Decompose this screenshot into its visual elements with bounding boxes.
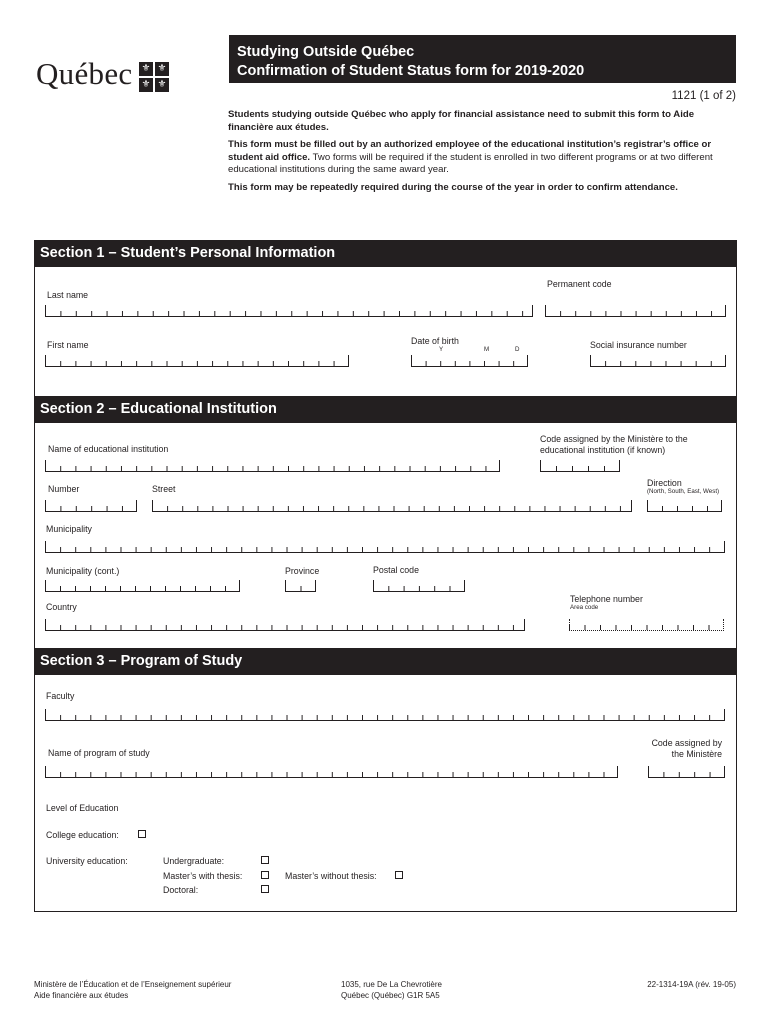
number-field[interactable] xyxy=(45,500,137,512)
postal-code-field[interactable] xyxy=(373,580,465,592)
intro-paragraph-3: This form may be repeatedly required during the course of the year in order to confirm attendance. xyxy=(228,181,678,193)
section-1-header: Section 1 – Student’s Personal Information xyxy=(34,240,737,267)
last-name-label: Last name xyxy=(47,290,89,300)
intro-text xyxy=(228,109,728,199)
masters-no-thesis-label: Master’s without thesis: xyxy=(285,871,377,881)
institution-name-label: Name of educational institution xyxy=(48,444,169,454)
faculty-field[interactable] xyxy=(45,709,725,721)
fleur-de-lis-flag-icon: ⚜ ⚜ ⚜ ⚜ xyxy=(139,60,171,92)
date-of-birth-label: Date of birth xyxy=(411,336,459,346)
street-label: Street xyxy=(152,484,176,494)
faculty-label: Faculty xyxy=(46,691,75,701)
municipality-cont-label: Municipality (cont.) xyxy=(46,566,120,576)
level-of-education-label: Level of Education xyxy=(46,803,119,813)
section-2-header: Section 2 – Educational Institution xyxy=(34,396,737,423)
first-name-field[interactable] xyxy=(45,355,349,367)
province-field[interactable] xyxy=(285,580,316,592)
dob-day-label: D xyxy=(515,346,520,353)
permanent-code-field[interactable] xyxy=(545,305,726,317)
form-title: Studying Outside Québec xyxy=(237,44,415,60)
doctoral-checkbox[interactable] xyxy=(261,885,269,893)
province-label: Province xyxy=(285,566,320,576)
first-name-label: First name xyxy=(47,340,89,350)
last-name-field[interactable] xyxy=(45,305,533,317)
program-code-field[interactable] xyxy=(648,766,725,778)
municipality-cont-field[interactable] xyxy=(45,580,240,592)
logo-wordmark: Québec xyxy=(36,56,133,91)
college-education-label: College education: xyxy=(46,830,119,840)
direction-label: Direction xyxy=(647,478,682,488)
telephone-label: Telephone number xyxy=(570,594,643,604)
masters-no-thesis-checkbox[interactable] xyxy=(395,871,403,879)
ministry-code-field[interactable] xyxy=(540,460,620,472)
doctoral-label: Doctoral: xyxy=(163,885,199,895)
program-name-label: Name of program of study xyxy=(48,748,150,758)
undergraduate-checkbox[interactable] xyxy=(261,856,269,864)
footer-ministry: Ministère de l’Éducation et de l’Enseignement supérieur Aide financière aux études xyxy=(34,980,232,1000)
masters-thesis-checkbox[interactable] xyxy=(261,871,269,879)
footer-address: 1035, rue De La Chevrotière Québec (Québec) G1R 5A5 xyxy=(341,980,442,1000)
dob-year-label: Y xyxy=(439,346,444,353)
direction-hint: (North, South, East, West) xyxy=(647,488,720,495)
intro-paragraph-2: This form must be filled out by an authorized employee of the educational institution’s registrar’s office or student aid office. Two forms will be required if the student is enrolled in two different programs or at two different educational institutions during the same award year. xyxy=(228,139,713,175)
telephone-field[interactable] xyxy=(569,619,724,631)
undergraduate-label: Undergraduate: xyxy=(163,856,225,866)
street-field[interactable] xyxy=(152,500,632,512)
form-subtitle: Confirmation of Student Status form for 2019-2020 xyxy=(237,63,585,79)
university-education-label: University education: xyxy=(46,856,128,866)
masters-thesis-label: Master’s with thesis: xyxy=(163,871,243,881)
date-of-birth-field[interactable] xyxy=(411,355,528,367)
quebec-logo xyxy=(36,56,171,92)
area-code-label: Area code xyxy=(570,604,599,611)
number-label: Number xyxy=(48,484,80,494)
section-3-header: Section 3 – Program of Study xyxy=(34,648,737,675)
program-code-label: Code assigned by the Ministère xyxy=(651,738,722,759)
ministry-code-label: Code assigned by the Ministère to the educational institution (if known) xyxy=(540,434,688,455)
country-label: Country xyxy=(46,602,77,612)
postal-code-label: Postal code xyxy=(373,565,419,575)
footer-form-code: 22-1314-19A (rév. 19-05) xyxy=(647,980,736,989)
program-name-field[interactable] xyxy=(45,766,618,778)
direction-field[interactable] xyxy=(647,500,722,512)
college-education-checkbox[interactable] xyxy=(138,830,146,838)
municipality-field[interactable] xyxy=(45,541,725,553)
permanent-code-label: Permanent code xyxy=(547,279,612,289)
intro-paragraph-1: Students studying outside Québec who apply for financial assistance need to submit this form to Aide financière aux études. xyxy=(228,109,695,133)
municipality-label: Municipality xyxy=(46,524,92,534)
institution-name-field[interactable] xyxy=(45,460,500,472)
sin-label: Social insurance number xyxy=(590,340,687,350)
form-title-box xyxy=(229,35,736,83)
sin-field[interactable] xyxy=(590,355,726,367)
country-field[interactable] xyxy=(45,619,525,631)
form-number: 1121 (1 of 2) xyxy=(671,90,736,102)
dob-month-label: M xyxy=(484,346,490,353)
